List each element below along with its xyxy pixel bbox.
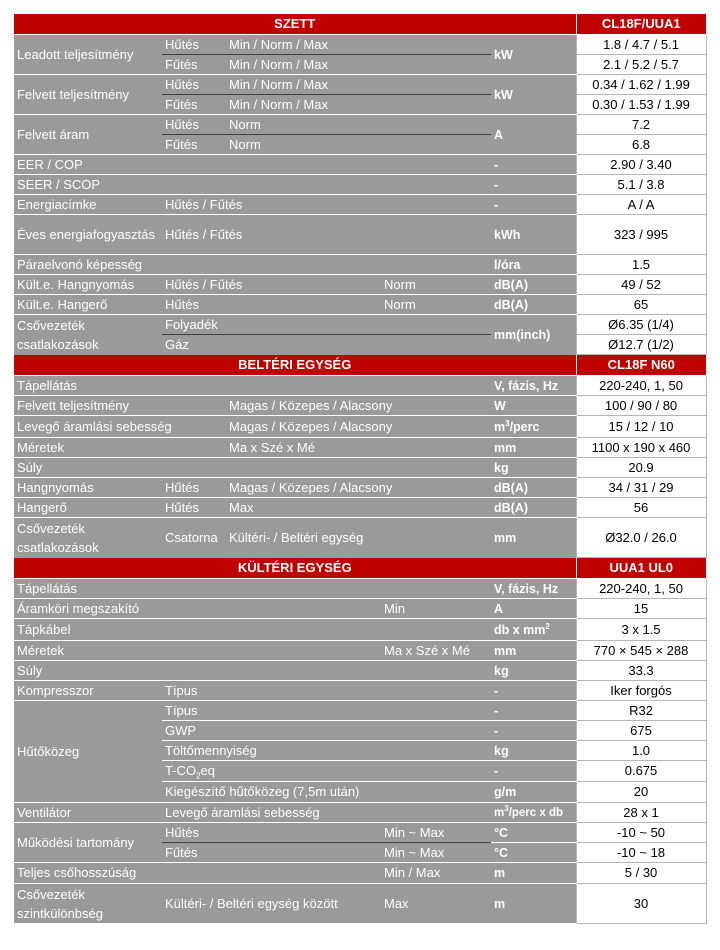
unit: db x $mm^2$ xyxy=(491,619,576,641)
mode: Kültéri- / Beltéri egység között xyxy=(162,884,381,924)
mode-heat: Fűtés xyxy=(162,95,226,115)
refrigerant-tco2-label: $T-CO_2eq$ xyxy=(162,761,491,782)
value: 28 x 1 xyxy=(576,803,706,823)
table-row xyxy=(14,215,706,255)
table-row xyxy=(14,599,706,619)
row-label-airflow: Levegő áramlási sebesség xyxy=(14,416,226,438)
mode: Hűtés xyxy=(162,478,226,498)
row-label-weight: Súly xyxy=(14,458,491,478)
unit: - xyxy=(491,761,576,782)
value: 1100 x 190 x 460 xyxy=(576,438,706,458)
row-label-power-supply: Tápellátás xyxy=(14,579,491,599)
mode: Hűtés xyxy=(162,295,381,315)
unit: $m^3$/perc xyxy=(491,416,576,438)
unit: - xyxy=(491,681,576,701)
row-label-dimensions: Méretek xyxy=(14,641,381,661)
table-row xyxy=(14,803,706,823)
unit: mm(inch) xyxy=(491,315,576,355)
value: 33.3 xyxy=(576,661,706,681)
unit: mm xyxy=(491,518,576,558)
table-row xyxy=(14,823,706,843)
spec: Magas / Közepes / Alacsony xyxy=(226,396,491,416)
unit: dB(A) xyxy=(491,275,576,295)
value: Ø6.35 (1/4) xyxy=(576,315,706,335)
unit: - xyxy=(491,175,576,195)
gas-label: Gáz xyxy=(162,335,491,355)
mode: Hűtés / Fűtés xyxy=(162,215,491,255)
unit: A xyxy=(491,115,576,155)
value: 675 xyxy=(576,721,706,741)
spec: Min ~ Max xyxy=(381,843,491,863)
value: 0.675 xyxy=(576,761,706,782)
mode: Típus xyxy=(162,681,491,701)
value: 5 / 30 xyxy=(576,863,706,884)
unit: V, fázis, Hz xyxy=(491,579,576,599)
value: 100 / 90 / 80 xyxy=(576,396,706,416)
value: R32 xyxy=(576,701,706,721)
unit: W xyxy=(491,396,576,416)
unit: m xyxy=(491,863,576,884)
row-label-output-power: Leadott teljesítmény xyxy=(14,35,162,75)
section-header-indoor xyxy=(14,355,706,376)
row-label-cable: Tápkábel xyxy=(14,619,491,641)
value: 220-240, 1, 50 xyxy=(576,376,706,396)
spec: Magas / Közepes / Alacsony xyxy=(226,478,491,498)
refrigerant-gwp-label: GWP xyxy=(162,721,491,741)
unit: dB(A) xyxy=(491,498,576,518)
mode-heat: Fűtés xyxy=(162,55,226,75)
mode-cool: Hűtés xyxy=(162,75,226,95)
spec: Norm xyxy=(381,295,491,315)
table-row xyxy=(14,255,706,275)
unit: °C xyxy=(491,823,576,843)
value: 220-240, 1, 50 xyxy=(576,579,706,599)
unit: kWh xyxy=(491,215,576,255)
refrigerant-charge-label: Töltőmennyiség xyxy=(162,741,491,761)
table-row xyxy=(14,661,706,681)
value: -10 ~ 18 xyxy=(576,843,706,863)
table-row xyxy=(14,396,706,416)
table-row xyxy=(14,681,706,701)
table-row xyxy=(14,376,706,396)
row-label-pipe-length: Teljes csőhosszúság xyxy=(14,863,381,884)
unit: - xyxy=(491,155,576,175)
table-row xyxy=(14,75,706,95)
value: 770 × 545 × 288 xyxy=(576,641,706,661)
spec: Min xyxy=(381,599,491,619)
value: Ø12.7 (1/2) xyxy=(576,335,706,355)
table-row xyxy=(14,115,706,135)
table-row xyxy=(14,701,706,721)
table-row xyxy=(14,275,706,295)
table-row xyxy=(14,295,706,315)
table-row xyxy=(14,478,706,498)
unit: °C xyxy=(491,843,576,863)
value: 15 xyxy=(576,599,706,619)
model-outdoor: UUA1 UL0 xyxy=(576,558,706,579)
refrigerant-extra-label: Kiegészítő hűtőközeg (7,5m után) xyxy=(162,782,491,803)
row-label-annual-consumption: Éves energiafogyasztás xyxy=(14,215,162,255)
value: 6.8 xyxy=(576,135,706,155)
section-title-indoor: BELTÉRI EGYSÉG xyxy=(14,355,576,376)
unit: kg xyxy=(491,661,576,681)
spec: Min / Norm / Max xyxy=(226,95,491,115)
mode: Hűtés / Fűtés xyxy=(162,275,381,295)
table-row xyxy=(14,884,706,924)
row-label-breaker: Áramköri megszakító xyxy=(14,599,381,619)
spec: Norm xyxy=(381,275,491,295)
section-header-outdoor xyxy=(14,558,706,579)
spec: Norm xyxy=(226,115,491,135)
unit: g/m xyxy=(491,782,576,803)
table-row xyxy=(14,438,706,458)
mode-cool: Hűtés xyxy=(162,115,226,135)
unit: kg xyxy=(491,741,576,761)
value: 56 xyxy=(576,498,706,518)
spec: Max xyxy=(381,884,491,924)
table-row xyxy=(14,518,706,558)
unit: kg xyxy=(491,458,576,478)
table-row xyxy=(14,498,706,518)
row-label-outdoor-sound-pressure: Kült.e. Hangnyomás xyxy=(14,275,162,295)
spec-sheet xyxy=(14,14,706,924)
row-label-dehumidification: Páraelvonó képesség xyxy=(14,255,491,275)
row-label-piping: Csővezeték csatlakozások xyxy=(14,315,162,355)
value: 3 x 1.5 xyxy=(576,619,706,641)
mode: Hűtés xyxy=(162,498,226,518)
row-label-power-supply: Tápellátás xyxy=(14,376,491,396)
value: 0.34 / 1.62 / 1.99 xyxy=(576,75,706,95)
row-label-current: Felvett áram xyxy=(14,115,162,155)
table-row xyxy=(14,195,706,215)
value: 1.8 / 4.7 / 5.1 xyxy=(576,35,706,55)
row-label-dimensions: Méretek xyxy=(14,438,226,458)
value: 1.0 xyxy=(576,741,706,761)
row-label-piping: Csővezeték csatlakozások xyxy=(14,518,162,558)
table-row xyxy=(14,458,706,478)
mode-heat: Fűtés xyxy=(162,843,381,863)
unit: A xyxy=(491,599,576,619)
row-label-sound-power: Hangerő xyxy=(14,498,162,518)
table-row xyxy=(14,35,706,55)
value: 323 / 995 xyxy=(576,215,706,255)
table-row xyxy=(14,863,706,884)
row-label-height-difference: Csővezeték szintkülönbség xyxy=(14,884,162,924)
spec-table xyxy=(14,14,707,924)
row-label-input-power: Felvett teljesítmény xyxy=(14,75,162,115)
spec: Magas / Közepes / Alacsony xyxy=(226,416,491,438)
table-row xyxy=(14,155,706,175)
unit: mm xyxy=(491,641,576,661)
value: -10 ~ 50 xyxy=(576,823,706,843)
spec: Min / Norm / Max xyxy=(226,75,491,95)
mode-cool: Hűtés xyxy=(162,823,381,843)
value: 5.1 / 3.8 xyxy=(576,175,706,195)
value: 34 / 31 / 29 xyxy=(576,478,706,498)
spec: Max xyxy=(226,498,491,518)
refrigerant-type-label: Típus xyxy=(162,701,491,721)
unit: m xyxy=(491,884,576,924)
row-label-energy-label: Energiacímke xyxy=(14,195,162,215)
value: 20.9 xyxy=(576,458,706,478)
unit: mm xyxy=(491,438,576,458)
value: 1.5 xyxy=(576,255,706,275)
unit: - xyxy=(491,721,576,741)
value: 2.90 / 3.40 xyxy=(576,155,706,175)
liquid-label: Folyadék xyxy=(162,315,491,335)
section-header-set xyxy=(14,14,706,35)
row-label-fan: Ventilátor xyxy=(14,803,162,823)
mode: Levegő áramlási sebesség xyxy=(162,803,491,823)
row-label-refrigerant: Hűtőközeg xyxy=(14,701,162,803)
spec: Min / Norm / Max xyxy=(226,35,491,55)
row-label-seer: SEER / SCOP xyxy=(14,175,491,195)
unit: kW xyxy=(491,35,576,75)
unit: - xyxy=(491,701,576,721)
spec: Kültéri- / Beltéri egység xyxy=(226,518,491,558)
row-label-sound-pressure: Hangnyomás xyxy=(14,478,162,498)
table-row xyxy=(14,641,706,661)
value: 7.2 xyxy=(576,115,706,135)
row-label-input-power: Felvett teljesítmény xyxy=(14,396,226,416)
mode: Csatorna xyxy=(162,518,226,558)
spec: Ma x Szé x Mé xyxy=(381,641,491,661)
spec: Min ~ Max xyxy=(381,823,491,843)
value: Iker forgós xyxy=(576,681,706,701)
unit: kW xyxy=(491,75,576,115)
unit: - xyxy=(491,195,576,215)
value: 20 xyxy=(576,782,706,803)
section-title-outdoor: KÜLTÉRI EGYSÉG xyxy=(14,558,576,579)
row-label-weight: Súly xyxy=(14,661,491,681)
value: 49 / 52 xyxy=(576,275,706,295)
row-label-compressor: Kompresszor xyxy=(14,681,162,701)
model-set: CL18F/UUA1 xyxy=(576,14,706,35)
unit: l/óra xyxy=(491,255,576,275)
mode: Hűtés / Fűtés xyxy=(162,195,491,215)
table-row xyxy=(14,315,706,335)
value: 15 / 12 / 10 xyxy=(576,416,706,438)
row-label-outdoor-sound-power: Kült.e. Hangerő xyxy=(14,295,162,315)
table-row xyxy=(14,579,706,599)
table-row xyxy=(14,416,706,438)
spec: Ma x Szé x Mé xyxy=(226,438,491,458)
value: 2.1 / 5.2 / 5.7 xyxy=(576,55,706,75)
value: 30 xyxy=(576,884,706,924)
spec: Min / Norm / Max xyxy=(226,55,491,75)
value: Ø32.0 / 26.0 xyxy=(576,518,706,558)
model-indoor: CL18F N60 xyxy=(576,355,706,376)
row-label-eer: EER / COP xyxy=(14,155,491,175)
spec: Norm xyxy=(226,135,491,155)
value: 0.30 / 1.53 / 1.99 xyxy=(576,95,706,115)
table-row xyxy=(14,175,706,195)
unit: $m^3$/perc x db xyxy=(491,803,576,823)
mode-heat: Fűtés xyxy=(162,135,226,155)
unit: dB(A) xyxy=(491,295,576,315)
value: A / A xyxy=(576,195,706,215)
mode-cool: Hűtés xyxy=(162,35,226,55)
section-title-set: SZETT xyxy=(14,14,576,35)
unit: V, fázis, Hz xyxy=(491,376,576,396)
value: 65 xyxy=(576,295,706,315)
table-row xyxy=(14,619,706,641)
row-label-operating-range: Működési tartomány xyxy=(14,823,162,863)
spec: Min / Max xyxy=(381,863,491,884)
unit: dB(A) xyxy=(491,478,576,498)
